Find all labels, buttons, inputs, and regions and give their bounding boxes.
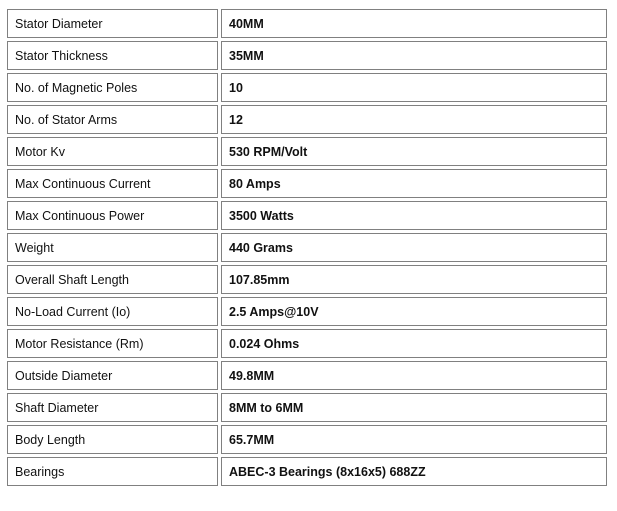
spec-value: 40MM: [221, 9, 607, 38]
spec-label: Max Continuous Power: [7, 201, 218, 230]
spec-label: Weight: [7, 233, 218, 262]
spec-label: Motor Resistance (Rm): [7, 329, 218, 358]
table-row: [7, 457, 607, 486]
spec-label: Motor Kv: [7, 137, 218, 166]
spec-value: 65.7MM: [221, 425, 607, 454]
spec-value: 3500 Watts: [221, 201, 607, 230]
spec-value: 10: [221, 73, 607, 102]
spec-value: 2.5 Amps@10V: [221, 297, 607, 326]
spec-value: 49.8MM: [221, 361, 607, 390]
spec-value: 8MM to 6MM: [221, 393, 607, 422]
spec-label: Bearings: [7, 457, 218, 486]
table-row: [7, 265, 607, 294]
table-row: [7, 425, 607, 454]
spec-value: 12: [221, 105, 607, 134]
spec-value: 530 RPM/Volt: [221, 137, 607, 166]
spec-label: No-Load Current (Io): [7, 297, 218, 326]
table-row: [7, 169, 607, 198]
table-row: [7, 9, 607, 38]
spec-label: No. of Stator Arms: [7, 105, 218, 134]
table-row: [7, 105, 607, 134]
table-row: [7, 329, 607, 358]
table-row: [7, 361, 607, 390]
spec-value: 440 Grams: [221, 233, 607, 262]
table-row: [7, 201, 607, 230]
spec-label: Shaft Diameter: [7, 393, 218, 422]
spec-label: Stator Thickness: [7, 41, 218, 70]
table-row: [7, 233, 607, 262]
spec-label: Overall Shaft Length: [7, 265, 218, 294]
table-row: [7, 297, 607, 326]
table-row: [7, 393, 607, 422]
table-row: [7, 73, 607, 102]
spec-value: ABEC-3 Bearings (8x16x5) 688ZZ: [221, 457, 607, 486]
spec-label: Outside Diameter: [7, 361, 218, 390]
table-row: [7, 41, 607, 70]
spec-value: 0.024 Ohms: [221, 329, 607, 358]
spec-label: Body Length: [7, 425, 218, 454]
spec-value: 80 Amps: [221, 169, 607, 198]
spec-label: No. of Magnetic Poles: [7, 73, 218, 102]
spec-value: 107.85mm: [221, 265, 607, 294]
spec-value: 35MM: [221, 41, 607, 70]
spec-label: Max Continuous Current: [7, 169, 218, 198]
spec-label: Stator Diameter: [7, 9, 218, 38]
motor-spec-table: [4, 6, 610, 489]
table-row: [7, 137, 607, 166]
